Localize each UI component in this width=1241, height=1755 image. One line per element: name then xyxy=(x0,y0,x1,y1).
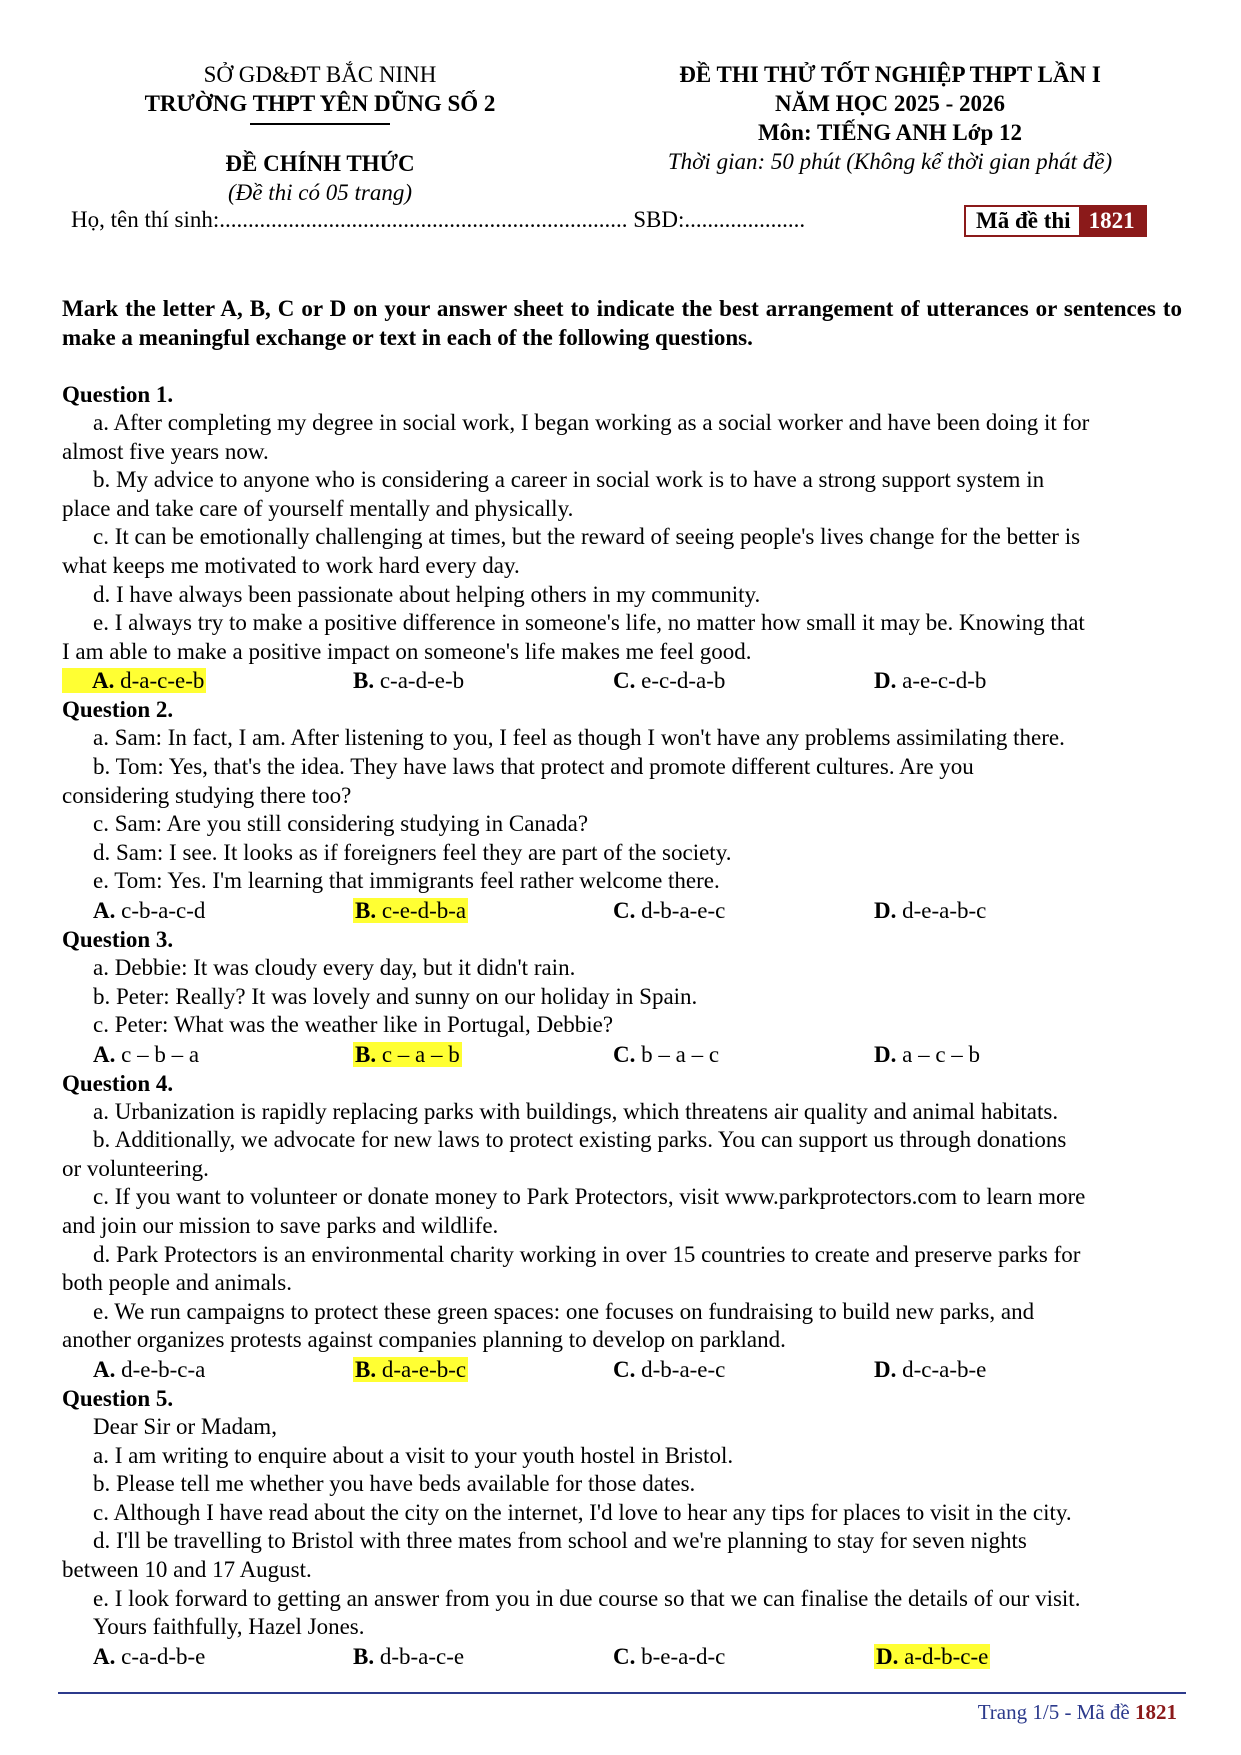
option-text: d-c-a-b-e xyxy=(902,1357,987,1383)
option-text: d-a-c-e-b xyxy=(120,668,205,694)
question-title: Question 2. xyxy=(62,697,174,723)
option-text: c – b – a xyxy=(121,1041,200,1067)
question-line: d. Sam: I see. It looks as if foreigners feel they are part of the society. xyxy=(93,839,732,865)
question-line: a. I am writing to enquire about a visit to your youth hostel in Bristol. xyxy=(93,1442,734,1468)
exam-title: ĐỀ THI THỬ TỐT NGHIỆP THPT LẦN I xyxy=(679,62,1101,87)
question-line: a. Debbie: It was cloudy every day, but it didn't rain. xyxy=(93,954,576,980)
option-text: c-a-d-b-e xyxy=(121,1643,206,1669)
option-text: a-e-c-d-b xyxy=(902,668,987,694)
question-line: b. Peter: Really? It was lovely and sunny on our holiday in Spain. xyxy=(93,983,698,1009)
question-line: c. Although I have read about the city on the internet, I'd love to hear any tips for places to visit in the city. xyxy=(93,1499,1072,1525)
answer-options xyxy=(62,666,1192,695)
question-line: b. My advice to anyone who is considering a career in social work is to have a strong support system in xyxy=(93,467,1045,493)
footer-code: 1821 xyxy=(1135,1700,1177,1724)
option-text: c-e-d-b-a xyxy=(381,897,467,923)
option-a[interactable] xyxy=(93,1355,205,1384)
option-letter: B. xyxy=(355,1041,377,1067)
exam-code-box xyxy=(964,205,1147,237)
answer-options xyxy=(62,1355,1192,1384)
answer-options xyxy=(62,1040,1192,1069)
option-b[interactable] xyxy=(353,896,468,925)
answer-options xyxy=(62,1642,1192,1671)
question-line: c. It can be emotionally challenging at times, but the reward of seeing people's lives change for the better is xyxy=(93,524,1081,550)
option-text: e-c-d-a-b xyxy=(641,668,726,694)
question-line: a. Urbanization is rapidly replacing parks with buildings, which threatens air quality and animal habitats. xyxy=(93,1098,1059,1124)
official-label: ĐỀ CHÍNH THỨC xyxy=(225,151,415,176)
option-d[interactable] xyxy=(874,1642,990,1671)
option-text: b – a – c xyxy=(641,1041,720,1067)
question-line: c. Sam: Are you still considering studying in Canada? xyxy=(93,811,589,837)
option-b[interactable] xyxy=(353,1040,462,1069)
question-line: e. We run campaigns to protect these green spaces: one focuses on fundraising to build new parks, and xyxy=(93,1298,1035,1324)
exam-code-label: Mã đề thi xyxy=(976,208,1071,233)
school-year: NĂM HỌC 2025 - 2026 xyxy=(775,91,1005,116)
option-a[interactable] xyxy=(93,1040,199,1069)
question-line: e. Tom: Yes. I'm learning that immigrants feel rather welcome there. xyxy=(93,868,720,894)
question-line: d. Park Protectors is an environmental charity working in over 15 countries to create and preserve parks for xyxy=(93,1241,1081,1267)
questions-body xyxy=(62,380,1192,1671)
option-d[interactable] xyxy=(874,1355,986,1384)
option-text: d-b-a-c-e xyxy=(379,1643,465,1669)
option-letter: B. xyxy=(353,1643,375,1669)
question-line: considering studying there too? xyxy=(62,782,352,808)
option-c[interactable] xyxy=(613,896,725,925)
page-footer xyxy=(978,1700,1177,1725)
question-line: Yours faithfully, Hazel Jones. xyxy=(93,1614,365,1640)
question-line: c. Peter: What was the weather like in Portugal, Debbie? xyxy=(93,1012,614,1038)
option-d[interactable] xyxy=(874,666,986,695)
question-title: Question 5. xyxy=(62,1386,174,1412)
instruction: Mark the letter A, B, C or D on your answer sheet to indicate the best arrangement of utterances or sentences to make a meaningful exchange or text in each of the following questions. xyxy=(62,296,1182,350)
option-letter: A. xyxy=(93,1357,116,1383)
question-line: between 10 and 17 August. xyxy=(62,1557,312,1582)
option-letter: C. xyxy=(613,1041,636,1067)
option-letter: C. xyxy=(613,1357,636,1383)
department-name: SỞ GD&ĐT BẮC NINH xyxy=(203,62,437,87)
question-line: d. I have always been passionate about helping others in my community. xyxy=(93,581,761,607)
option-a[interactable] xyxy=(93,896,205,925)
option-letter: B. xyxy=(353,668,375,694)
option-letter: C. xyxy=(613,668,636,694)
option-text: c – a – b xyxy=(381,1041,460,1067)
option-text: d-a-e-b-c xyxy=(381,1357,467,1383)
question-line: or volunteering. xyxy=(62,1155,209,1181)
question-title: Question 1. xyxy=(62,382,174,407)
option-c[interactable] xyxy=(613,1355,725,1384)
option-letter: D. xyxy=(876,1643,899,1669)
question-line: I am able to make a positive impact on someone's life makes me feel good. xyxy=(62,638,752,664)
option-c[interactable] xyxy=(613,1040,719,1069)
question-line: b. Additionally, we advocate for new laws to protect existing parks. You can support us through donations xyxy=(93,1127,1067,1153)
question-line: a. Sam: In fact, I am. After listening to you, I feel as though I won't have any problems assimilating there. xyxy=(93,725,1065,751)
exam-code-value: 1821 xyxy=(1079,207,1145,235)
option-text: c-b-a-c-d xyxy=(121,897,206,923)
option-text: c-a-d-e-b xyxy=(379,668,465,694)
option-a[interactable] xyxy=(93,666,206,695)
option-letter: D. xyxy=(874,897,897,923)
option-text: b-e-a-d-c xyxy=(641,1643,726,1669)
option-text: d-b-a-e-c xyxy=(641,1357,726,1383)
exam-time: Thời gian: 50 phút (Không kể thời gian phát đề) xyxy=(667,149,1113,174)
option-text: d-e-b-c-a xyxy=(121,1357,206,1383)
footer-divider xyxy=(58,1692,1186,1694)
question-line: c. If you want to volunteer or donate money to Park Protectors, visit www.parkprotectors.com to learn more xyxy=(93,1184,1086,1210)
option-a[interactable] xyxy=(93,1642,205,1671)
option-letter: B. xyxy=(355,897,377,923)
option-d[interactable] xyxy=(874,896,986,925)
question-line: b. Tom: Yes, that's the idea. They have laws that protect and promote different cultures. Are you xyxy=(93,753,974,779)
question-title: Question 3. xyxy=(62,926,174,952)
option-letter: D. xyxy=(874,1357,897,1383)
option-letter: B. xyxy=(355,1357,377,1383)
question-line: Dear Sir or Madam, xyxy=(93,1414,277,1440)
option-d[interactable] xyxy=(874,1040,980,1069)
option-letter: D. xyxy=(874,668,897,694)
option-text: a-d-b-c-e xyxy=(904,1643,989,1669)
option-letter: A. xyxy=(93,897,116,923)
question-line: b. Please tell me whether you have beds available for those dates. xyxy=(93,1471,696,1497)
header-left xyxy=(100,60,540,207)
question-line: d. I'll be travelling to Bristol with three mates from school and we're planning to stay for seven nights xyxy=(93,1528,1027,1554)
header-right xyxy=(600,60,1180,176)
option-b[interactable] xyxy=(353,666,464,695)
pages-note: (Đề thi có 05 trang) xyxy=(228,180,412,205)
option-letter: A. xyxy=(92,668,115,694)
question-line: a. After completing my degree in social work, I began working as a social worker and have been doing it for xyxy=(93,410,1090,435)
option-text: d-e-a-b-c xyxy=(902,897,987,923)
subject: Môn: TIẾNG ANH Lớp 12 xyxy=(757,120,1023,145)
option-b[interactable] xyxy=(353,1642,464,1671)
option-letter: A. xyxy=(93,1643,116,1669)
option-b[interactable] xyxy=(353,1355,468,1384)
question-line: both people and animals. xyxy=(62,1270,292,1296)
header-divider xyxy=(250,123,390,125)
question-line: another organizes protests against companies planning to develop on parkland. xyxy=(62,1327,786,1353)
question-title: Question 4. xyxy=(62,1070,174,1096)
question-line: e. I look forward to getting an answer from you in due course so that we can finalise the details of our visit. xyxy=(93,1585,1081,1611)
question-line: almost five years now. xyxy=(62,438,269,464)
option-letter: A. xyxy=(93,1041,116,1067)
student-info-line: Họ, tên thí sinh:....................................................................... SBD:..................... xyxy=(71,207,806,232)
option-letter: C. xyxy=(613,897,636,923)
question-line: e. I always try to make a positive difference in someone's life, no matter how small it may be. Knowing that xyxy=(93,610,1085,636)
question-line: what keeps me motivated to work hard every day. xyxy=(62,552,520,578)
question-line: and join our mission to save parks and wildlife. xyxy=(62,1213,499,1239)
option-letter: D. xyxy=(874,1041,897,1067)
option-text: d-b-a-e-c xyxy=(641,897,726,923)
footer-text: Trang 1/5 - Mã đề xyxy=(977,1700,1135,1724)
option-letter: C. xyxy=(613,1643,636,1669)
option-c[interactable] xyxy=(613,666,725,695)
answer-options xyxy=(62,896,1192,925)
school-name: TRƯỜNG THPT YÊN DŨNG SỐ 2 xyxy=(144,91,496,116)
question-line: place and take care of yourself mentally and physically. xyxy=(62,495,574,521)
option-text: a – c – b xyxy=(902,1041,981,1067)
option-c[interactable] xyxy=(613,1642,725,1671)
